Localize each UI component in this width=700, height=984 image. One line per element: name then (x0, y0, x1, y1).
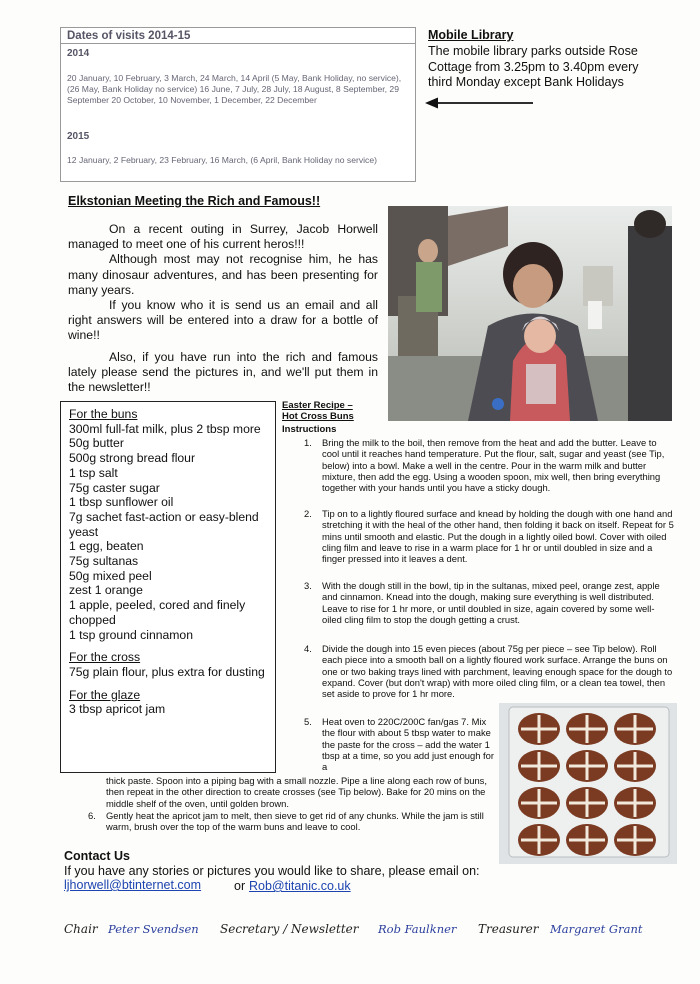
ingredient-item: 7g sachet fast-action or easy-blend yeast (69, 509, 259, 539)
recipe-step-continuation (106, 775, 494, 809)
step-text: Tip on to a lightly floured surface and knead by holding the dough with one hand and stretching it with the heal of the other hand, then folding it back on itself. Repeat for 5 mins until smooth and elastic. Put the dough in a lightly oiled bowl. Cover with oiled cling film and leave to rise in a warm place for 1 hr or until doubled in size and a finger pressed into it leaves a dent. (322, 508, 674, 565)
chair-label: Chair (64, 922, 98, 936)
visits-box (60, 27, 416, 182)
ingredients-heading-buns: For the buns (69, 407, 138, 421)
visits-title: Dates of visits 2014-15 (67, 30, 191, 42)
ingredient-item: 1 tsp ground cinnamon (69, 627, 193, 642)
step-number: 5. (304, 716, 312, 727)
ingredient-item: 50g butter (69, 436, 124, 451)
instructions-label: Instructions (282, 424, 337, 435)
hot-cross-buns-photo (499, 703, 677, 864)
email-link-1[interactable]: ljhorwell@btinternet.com (64, 878, 202, 892)
article-body (68, 222, 378, 395)
article-paragraph: On a recent outing in Surrey, Jacob Horwell managed to meet one of his current heros!!! (68, 222, 378, 252)
visits-divider (61, 43, 415, 44)
article-paragraph: Although most may not recognise him, he has many dinosaur adventures, and has been presenting for many years. (68, 252, 378, 297)
recipe-title-line: Easter Recipe – (282, 400, 353, 411)
celebrity-photo (388, 206, 672, 421)
step-number: 1. (304, 437, 312, 448)
step-text: Gently heat the apricot jam to melt, then sieve to get rid of any chunks. While the jam is still warm, brush over the top of the warm buns and leave to cool. (106, 810, 484, 833)
visits-year-2014: 2014 (67, 48, 90, 59)
article-title: Elkstonian Meeting the Rich and Famous!! (68, 194, 321, 208)
secretary-name: Rob Faulkner (378, 922, 457, 936)
ingredient-item: 300ml full-fat milk, plus 2 tbsp more (69, 421, 261, 436)
ingredient-item: 75g plain flour, plus extra for dusting (69, 664, 265, 679)
visits-year-2015: 2015 (67, 131, 90, 142)
recipe-title-line: Hot Cross Buns (282, 411, 354, 422)
ingredient-item: 1 tsp salt (69, 465, 118, 480)
treasurer-label: Treasurer (478, 922, 539, 936)
ingredient-item: 3 tbsp apricot jam (69, 702, 166, 717)
contact-title: Contact Us (64, 849, 130, 863)
treasurer-name: Margaret Grant (550, 922, 643, 936)
recipe-title (282, 400, 354, 422)
step-number: 6. (88, 810, 96, 821)
left-arrow-icon (425, 95, 537, 111)
secretary-label: Secretary / Newsletter (220, 922, 359, 936)
ingredient-item: 500g strong bread flour (69, 451, 196, 466)
article-paragraph: If you know who it is send us an email and all right answers will be entered into a draw for a bottle of wine!! (68, 298, 378, 343)
step-number: 3. (304, 580, 312, 591)
step-text: thick paste. Spoon into a piping bag with a small nozzle. Pipe a line along each row of buns, then repeat in the other direction to create crosses (see Tip below). Bake for 20 mins on the middle shelf of the oven, until golden brown. (106, 775, 487, 809)
recipe-step (304, 508, 674, 565)
step-text: Bring the milk to the boil, then remove from the heat and add the butter. Leave to cool until it reaches hand temperature. Put the flour, salt, sugar and yeast (see Tip, below) into a bowl. Make a well in the centre. Pour in the warm milk and butter mixture, then add the egg. Using a wooden spoon, mix well, then bring everything together with your hands until you have a sticky dough. (322, 437, 665, 494)
ingredient-item: 1 tbsp sunflower oil (69, 495, 174, 510)
contact-text: If you have any stories or pictures you would like to share, please email on: (64, 864, 480, 878)
step-number: 4. (304, 643, 312, 654)
ingredient-item: 50g mixed peel (69, 568, 152, 583)
step-text: Heat oven to 220C/200C fan/gas 7. Mix the flour with about 5 tbsp water to make the paste for the cross – add the water 1 tbsp at a time, so you add just enough for a (322, 716, 494, 773)
chair-name: Peter Svendsen (108, 922, 199, 936)
ingredient-item: 75g sultanas (69, 554, 139, 569)
ingredient-item: zest 1 orange (69, 583, 143, 598)
ingredient-item: 1 apple, peeled, cored and finely chopped (69, 598, 246, 627)
article-paragraph: Also, if you have run into the rich and famous lately please send the pictures in, and we'll put them in the newsletter!! (68, 349, 378, 395)
ingredient-item: 1 egg, beaten (69, 539, 144, 554)
ingredients-heading-glaze: For the glaze (69, 687, 141, 702)
ingredient-item: 75g caster sugar (69, 480, 160, 495)
email-link-2[interactable]: Rob@titanic.co.uk (249, 879, 351, 893)
visits-dates-2014: 20 January, 10 February, 3 March, 24 March, 14 April (5 May, Bank Holiday, no service), (26 May, Bank Holiday no service) 16 June, 7 July, 28 July, 18 August, 8 September, 29 September 20 October, 10 November, 1 December, 22 December (67, 73, 402, 105)
visits-dates-2015: 12 January, 2 February, 23 February, 16 March, (6 April, Bank Holiday no service) (67, 155, 377, 165)
recipe-step (304, 716, 494, 773)
recipe-step (88, 810, 494, 833)
recipe-step (304, 437, 674, 494)
mobile-library-title: Mobile Library (428, 28, 514, 42)
recipe-step (304, 643, 674, 700)
recipe-step (304, 580, 674, 625)
ingredients-box (60, 401, 276, 773)
ingredients-heading-cross: For the cross (69, 650, 141, 665)
mobile-library-text: The mobile library parks outside Rose Cottage from 3.25pm to 3.40pm every third Monday except Bank Holidays (428, 44, 639, 89)
step-number: 2. (304, 508, 312, 519)
or-text: or (234, 879, 246, 893)
step-text: With the dough still in the bowl, tip in the sultanas, mixed peel, orange zest, apple and cinnamon. Knead into the dough, making sure everything is well distributed. Leave to rise for 1 hr more, or until doubled in size, again covered by some well-oiled cling film to stop the dough getting a crust. (322, 580, 660, 625)
step-text: Divide the dough into 15 even pieces (about 75g per piece – see Tip below). Roll each piece into a smooth ball on a lightly floured work surface. Arrange the buns on one or two baking trays lined with parchment, leaving enough space for the dough to expand. Cover (but don't wrap) with more oiled cling film, or a clean tea towel, then set aside to prove for 1 hr more. (322, 643, 673, 700)
